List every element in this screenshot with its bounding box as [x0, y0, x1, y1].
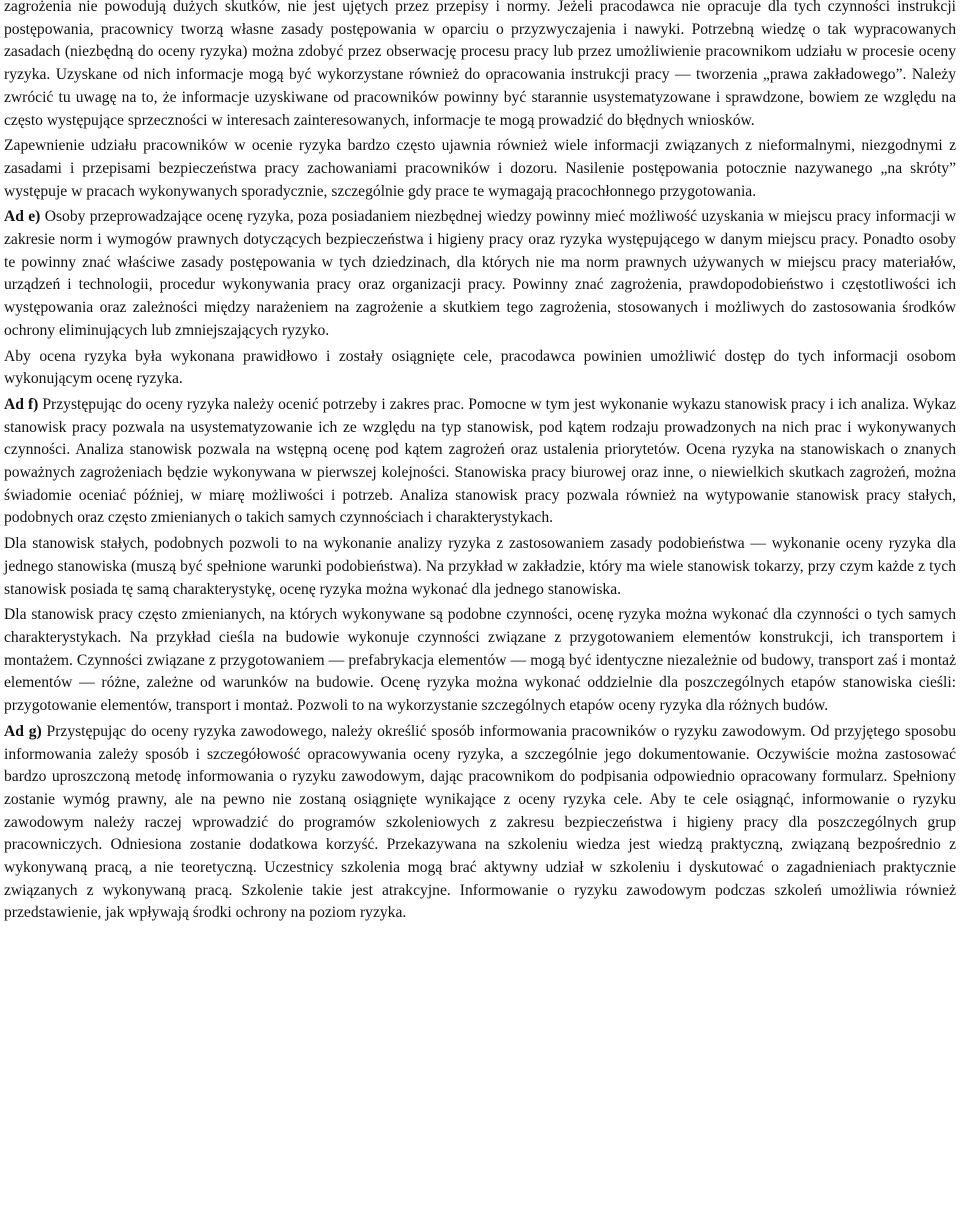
paragraph-text: Zapewnienie udziału pracowników w ocenie ryzyka bardzo często ujawnia również wiele informacji związanych z nieformalnymi, niezgodnymi z zasadami i przepisami bezpieczeństwa pracy zachowaniami pracowników i dozoru. Nasilenie postępowania potocznie nazywanego „na skróty” występuje w pracach wykonywanych sporadycznie, szczególnie gdy prace te wymagają pracochłonnego przygotowania.	[4, 137, 956, 200]
paragraph-worker-practices	[4, 0, 956, 132]
paragraph-lead: Ad e)	[4, 208, 41, 226]
paragraph-text: Przystępując do oceny ryzyka należy ocenić potrzeby i zakres prac. Pomocne w tym jest wykonanie wykazu stanowisk pracy i ich analiza. Wykaz stanowisk pracy pozwala na usystematyzowanie ich ze względu na typ stanowisk, pod kątem rodzaju prowadzonych na nich prac i wykonywanych czynności. Analiza stanowisk pozwala na wstępną ocenę pod kątem zagrożeń oraz ustalenia priorytetów. Ocena ryzyka na stanowiskach o znanych poważnych zagrożeniach będzie wykonywana w pierwszej kolejności. Stanowiska pracy biurowej oraz inne, o niewielkich skutkach zagrożeń, można świadomie oceniać później, w miarę możliwości i potrzeb. Analiza stanowisk pracy pozwala również na wytypowanie stanowisk pracy stałych, podobnych oraz często zmienianych o takich samych czynnościach i charakterystykach.	[4, 395, 956, 527]
paragraph-text: Aby ocena ryzyka była wykonana prawidłowo i zostały osiągnięte cele, pracodawca powinien umożliwić dostęp do tych informacji osobom wykonującym ocenę ryzyka.	[4, 347, 956, 388]
paragraph-text: zagrożenia nie powodują dużych skutków, nie jest ujętych przez przepisy i normy. Jeżeli pracodawca nie opracuje dla tych czynności instrukcji postępowania, pracownicy tworzą własne zasady postępowania w oparciu o przyzwyczajenia i nawyki. Potrzebną wiedzę o tak wypracowanych zasadach (niezbędną do oceny ryzyka) można zdobyć przez obserwację procesu pracy lub przez umożliwienie pracownikom udziału w procesie oceny ryzyka. Uzyskane od nich informacje mogą być wykorzystane również do opracowania instrukcji pracy — tworzenia „prawa zakładowego”. Należy zwrócić tu uwagę na to, że informacje uzyskiwane od pracowników powinny być starannie usystematyzowane i sprawdzone, bowiem ze względu na często występujące sprzeczności w interesach zainteresowanych, informacje te mogą prowadzić do błędnych wniosków.	[4, 0, 956, 129]
paragraph-text: Osoby przeprowadzające ocenę ryzyka, poza posiadaniem niezbędnej wiedzy powinny mieć możliwość uzyskania w miejscu pracy informacji w zakresie norm i wymogów prawnych dotyczących bezpieczeństwa i higieny pracy oraz ryzyka występującego w danym miejscu pracy. Ponadto osoby te powinny znać właściwe zasady postępowania w tych dziedzinach, dla których nie ma norm prawnych używanych w miejscu pracy materiałów, urządzeń i technologii, procedur wykonywania pracy oraz organizacji pracy. Powinny znać zagrożenia, prawdopodobieństwo i częstotliwości ich występowania oraz zależności między narażeniem na zagrożenie a skutkiem tego zagrożenia, stosowanych i możliwych do zastosowania środków ochrony eliminujących lub zmniejszających ryzyko.	[4, 208, 956, 339]
paragraph-ad-g	[4, 721, 956, 925]
paragraph-lead: Ad f)	[4, 395, 39, 413]
paragraph-worker-participation	[4, 135, 956, 203]
paragraph-lead: Ad g)	[4, 722, 42, 740]
paragraph-access-to-information	[4, 346, 956, 391]
paragraph-changing-workstations	[4, 604, 956, 718]
paragraph-text: Dla stanowisk stałych, podobnych pozwoli to na wykonanie analizy ryzyka z zastosowaniem zasady podobieństwa — wykonanie oceny ryzyka dla jednego stanowiska (muszą być spełnione warunki podobieństwa). Na przykład w zakładzie, który ma wiele stanowisk tokarzy, przy czym każde z tych stanowisk posiada tę samą charakterystykę, ocenę ryzyka można wykonać dla jednego stanowiska.	[4, 535, 956, 598]
paragraph-fixed-workstations	[4, 533, 956, 601]
paragraph-text: Dla stanowisk pracy często zmienianych, na których wykonywane są podobne czynności, ocenę ryzyka można wykonać dla czynności o tych samych charakterystykach. Na przykład cieśla na budowie wykonuje czynności związane z przygotowaniem elementów konstrukcji, ich transportem i montażem. Czynności związane z przygotowaniem — prefabrykacja elementów — mogą być identyczne niezależnie od budowy, transport zaś i montaż elementów — różne, zależne od warunków na budowie. Ocenę ryzyka można wykonać oddzielnie dla poszczególnych etapów stanowiska cieśli: przygotowanie elementów, transport i montaż. Pozwoli to na wykorzystanie szczególnych etapów oceny ryzyka dla różnych budów.	[4, 606, 956, 715]
paragraph-ad-e	[4, 206, 956, 342]
paragraph-text: Przystępując do oceny ryzyka zawodowego, należy określić sposób informowania pracowników o ryzyku zawodowym. Od przyjętego sposobu informowania zależy sposób i szczegółowość opracowywania oceny ryzyka, a szczególnie jego dokumentowanie. Oczywiście można zastosować bardzo uproszczoną metodę informowania o ryzyku zawodowym, dając pracownikom do podpisania odpowiednio opracowany formularz. Spełniony zostanie wymóg prawny, ale na pewno nie zostaną osiągnięte wynikające z oceny ryzyka cele. Aby te cele osiągnąć, informowanie o ryzyku zawodowym należy raczej wprowadzić do programów szkoleniowych z zakresu bezpieczeństwa i higieny pracy dla poszczególnych grup pracowniczych. Odniesiona zostanie dodatkowa korzyść. Przekazywana na szkoleniu wiedza jest wiedzą praktyczną, związaną bezpośrednio z wykonywaną pracą, a nie teoretyczną. Uczestnicy szkolenia mogą brać aktywny udział w szkoleniu i dyskutować o zagadnieniach praktycznie związanych z wykonywaną pracą. Szkolenie takie jest atrakcyjne. Informowanie o ryzyku zawodowym podczas szkoleń umożliwia również przedstawienie, jak wpływają środki ochrony na poziom ryzyka.	[4, 722, 956, 922]
paragraph-ad-f	[4, 394, 956, 530]
